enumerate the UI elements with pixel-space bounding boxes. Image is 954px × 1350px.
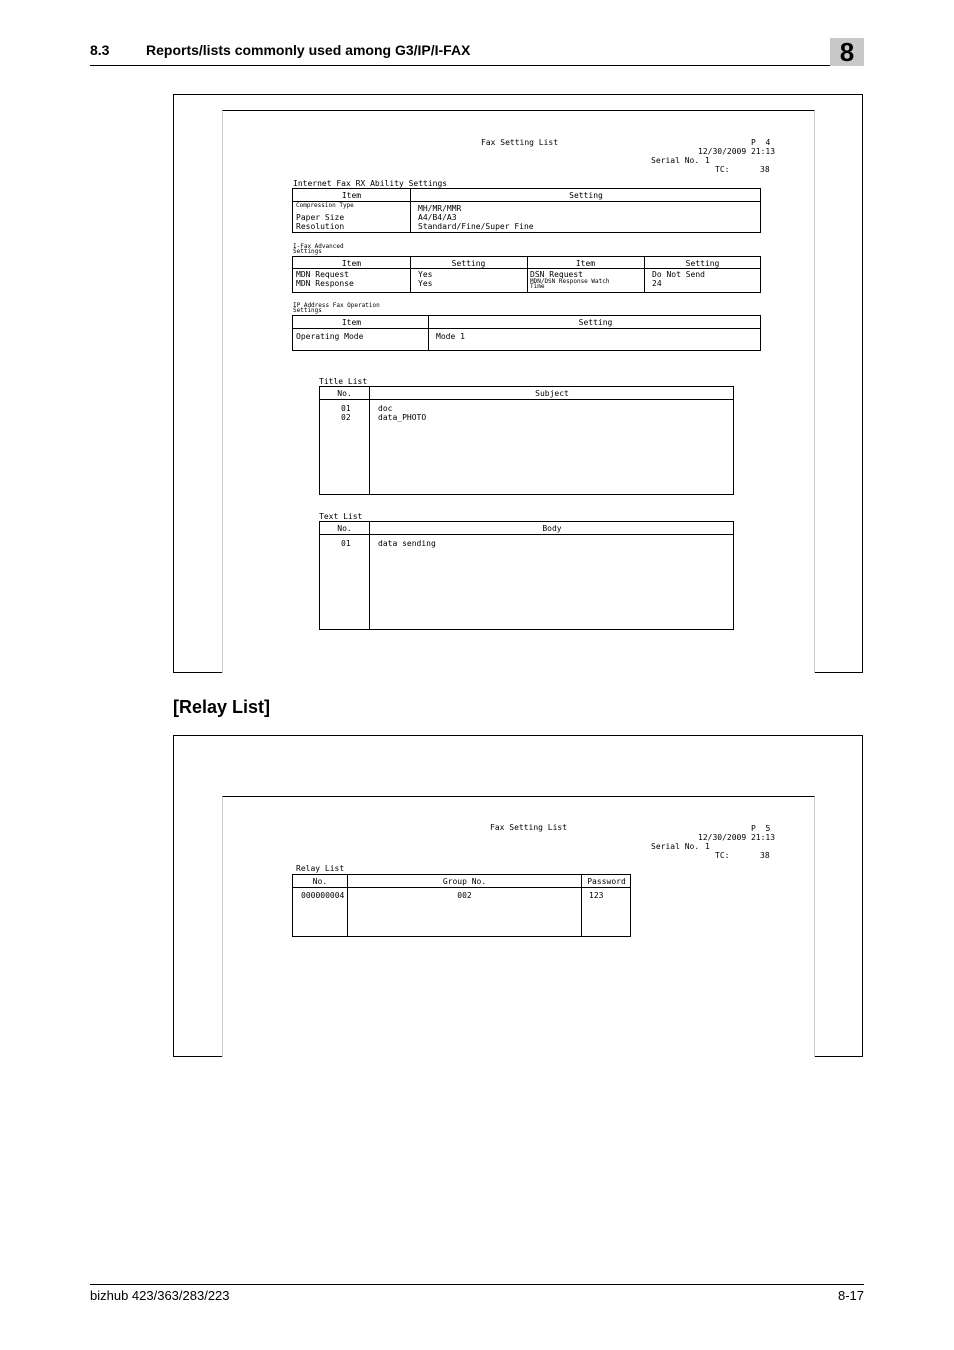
ifax-rx-table [292,188,761,233]
tc-value: 38 [760,165,770,174]
col-header-setting: Setting [569,191,603,200]
report-datetime: 12/30/2009 21:13 [698,833,776,842]
ip-op-label: IP Address Fax Operation Settings [293,302,380,314]
row-item: Resolution [296,222,345,231]
ifax-rx-label: Internet Fax RX Ability Settings [293,179,448,188]
row-setting: Do Not Send [652,270,705,279]
row-subject: data_PHOTO [378,413,427,422]
row-setting: A4/B4/A3 [418,213,457,222]
col-header-body: Body [542,524,562,533]
row-item: DSN Request [530,270,583,279]
chapter-badge: 8 [830,38,864,66]
row-no: 000000004 [301,891,345,900]
serial-label: Serial No. [651,842,700,851]
serial-value: 1 [705,842,710,851]
row-no: 02 [341,413,351,422]
footer-model: bizhub 423/363/283/223 [90,1288,230,1303]
row-no: 01 [341,404,351,413]
running-header [90,37,864,67]
col-header-item: Item [341,259,362,268]
row-setting: 24 [652,279,662,288]
row-setting: MH/MR/MMR [418,204,462,213]
section-title: Reports/lists commonly used among G3/IP/I-FAX [146,42,471,58]
title-list-label: Title List [319,377,368,386]
row-item: MDN Response [296,279,354,288]
col-header-setting: Setting [578,318,613,327]
row-setting: Yes [418,270,433,279]
row-subject: doc [378,404,393,413]
row-body: data sending [378,539,436,548]
row-no: 01 [341,539,351,548]
col-header-setting: Setting [685,259,720,268]
col-header-no: No. [337,389,352,398]
ifax-adv-label: I-Fax Advanced Settings [293,243,344,255]
col-header-password: Password [587,877,626,886]
page-footer [90,1284,864,1303]
report-image-frame-2 [173,735,863,1057]
text-list-table [319,521,734,630]
row-setting: Mode 1 [436,332,465,341]
serial-label: Serial No. [651,156,700,165]
ip-op-table [292,315,761,351]
tc-label: TC: [715,851,730,860]
col-header-no: No. [312,877,328,886]
col-header-item: Item [341,318,362,327]
relay-list-label: Relay List [296,864,345,873]
report-sheet-1 [222,110,815,673]
row-item: Compression Type [296,202,354,209]
row-setting: Standard/Fine/Super Fine [418,222,534,231]
report-page: P 4 [751,138,771,147]
col-header-item: Item [341,191,362,200]
col-header-item: Item [575,259,596,268]
col-header-no: No. [337,524,352,533]
relay-list-table [292,874,631,937]
tc-label: TC: [715,165,730,174]
col-header-subject: Subject [535,389,569,398]
report-title: Fax Setting List [481,138,559,147]
report-title: Fax Setting List [490,823,568,832]
row-group-no: 002 [457,891,472,900]
col-header-setting: Setting [451,259,486,268]
serial-value: 1 [705,156,710,165]
row-item: Operating Mode [296,332,364,341]
title-list-table [319,386,734,495]
col-header-group-no: Group No. [442,877,487,886]
footer-page-number: 8-17 [837,1288,864,1303]
row-password: 123 [589,891,604,900]
tc-value: 38 [760,851,770,860]
row-item: MDN Request [296,270,349,279]
report-image-frame-1 [173,94,863,673]
row-setting: Yes [418,279,433,288]
report-sheet-2 [222,796,815,1057]
section-number: 8.3 [90,42,110,58]
relay-list-heading: [Relay List] [173,697,271,717]
ifax-adv-table [292,256,761,293]
row-item: Paper Size [296,213,345,222]
report-datetime: 12/30/2009 21:13 [698,147,776,156]
text-list-label: Text List [319,512,363,521]
report-page: P 5 [751,824,771,833]
row-item: MDN/DSN Response Watch Time [530,278,610,290]
